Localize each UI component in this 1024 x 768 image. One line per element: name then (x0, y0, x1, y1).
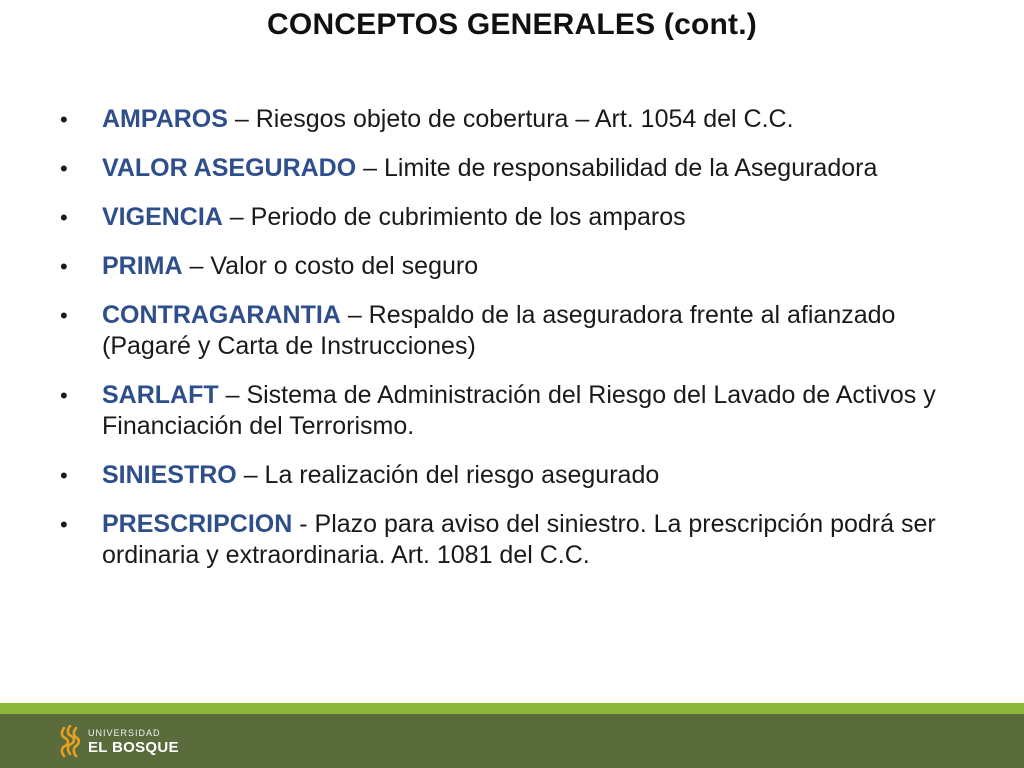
bullet-text: – Riesgos objeto de cobertura – Art. 1054 del C.C. (227, 105, 794, 133)
bullet-icon: • (60, 303, 68, 328)
logo-small-text: UNIVERSIDAD (88, 728, 161, 738)
bullet-icon: • (60, 205, 68, 230)
bullet-icon: • (60, 512, 68, 537)
bullet-text: – Respaldo de la aseguradora frente al afianzado (Pagaré y Carta de Instrucciones) (102, 301, 896, 360)
bullet-text: – Sistema de Administración del Riesgo del Lavado de Activos y Financiación del Terrorismo. (102, 381, 936, 440)
bullet-term: PRIMA (102, 252, 183, 280)
bullet-list (60, 104, 980, 589)
bullet-term: VALOR ASEGURADO (102, 154, 357, 182)
bullet-text: – Periodo de cubrimiento de los amparos (222, 203, 686, 231)
bullet-text: – Limite de responsabilidad de la Aseguradora (356, 154, 878, 182)
logo-big-text: EL BOSQUE (88, 739, 179, 756)
bullet-item-siniestro (60, 460, 980, 491)
bullet-item-contragarantia (60, 300, 980, 362)
footer-stripe (0, 703, 1024, 714)
bullet-icon: • (60, 463, 68, 488)
bullet-term: SARLAFT (102, 381, 219, 409)
bullet-item-vigencia (60, 202, 980, 233)
bullet-item-prima (60, 251, 980, 282)
bullet-term: CONTRAGARANTIA (102, 301, 341, 329)
bullet-item-prescripcion (60, 509, 980, 571)
bullet-icon: • (60, 156, 68, 181)
university-logo-icon (60, 724, 80, 760)
bullet-icon: • (60, 107, 68, 132)
bullet-item-valor-asegurado (60, 153, 980, 184)
bullet-text: – Valor o costo del seguro (182, 252, 479, 280)
bullet-text: - Plazo para aviso del siniestro. La prescripción podrá ser ordinaria y extraordinaria. Art. 1081 del C.C. (102, 510, 936, 569)
bullet-item-sarlaft (60, 380, 980, 442)
university-logo (60, 722, 179, 762)
bullet-term: PRESCRIPCION (102, 510, 293, 538)
slide-title: CONCEPTOS GENERALES (cont.) (267, 8, 757, 41)
bullet-term: SINIESTRO (102, 461, 237, 489)
bullet-term: AMPAROS (102, 105, 228, 133)
bullet-icon: • (60, 383, 68, 408)
bullet-term: VIGENCIA (102, 203, 223, 231)
bullet-item-amparos (60, 104, 980, 135)
bullet-icon: • (60, 254, 68, 279)
bullet-text: – La realización del riesgo asegurado (236, 461, 660, 489)
